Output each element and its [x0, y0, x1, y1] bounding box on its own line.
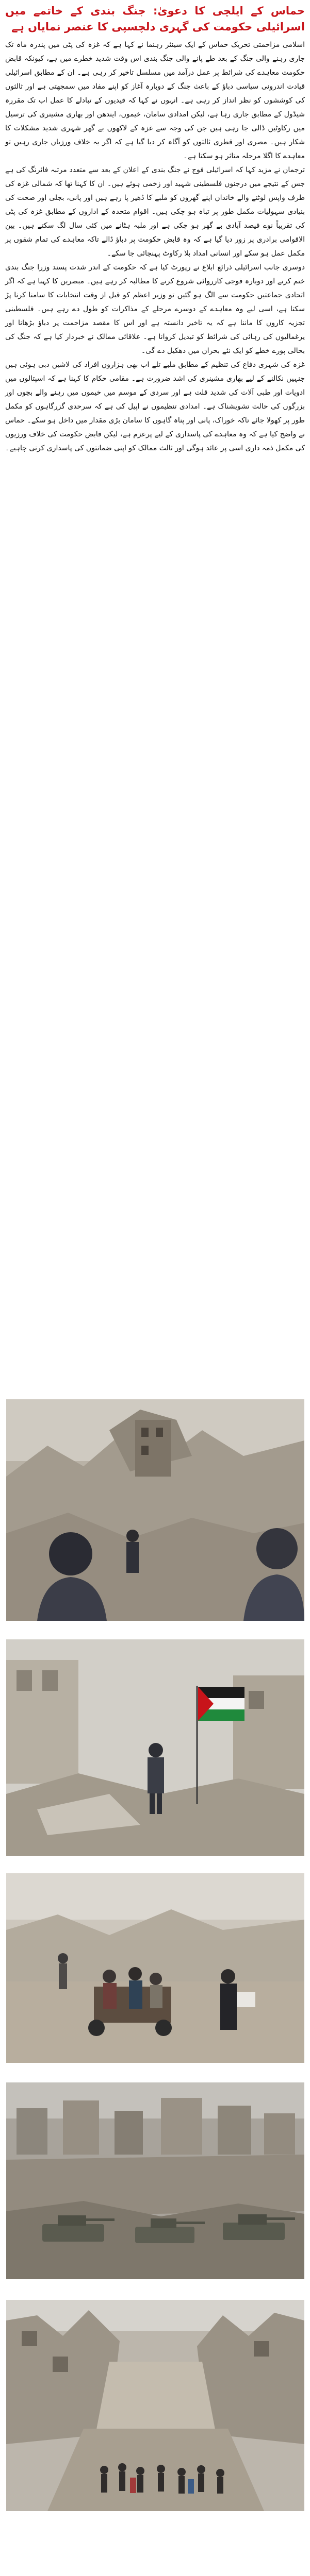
tanks-destroyed-city-image	[6, 2082, 304, 2279]
rubble-soldiers-photo	[6, 1399, 304, 1621]
rubble-soldiers-image	[6, 1399, 304, 1621]
article-paragraph: غزہ کی شہری دفاع کی تنظیم کے مطابق ملبے تلے اب بھی ہزاروں افراد کی لاشیں دبی ہوئی ہیں جنہیں نکالنے کے لیے بھاری مشینری کی اشد ضرورت ہے۔ مقامی حکام کا کہنا ہے کہ اسپتالوں میں ادویات اور طبی آلات کی شدید قلت ہے اور سردی کے موسم میں خیموں میں رہنے والے بچوں اور بزرگوں کی حالت تشویشناک ہے۔ امدادی تنظیموں نے اپیل کی ہے کہ سرحدی گزرگاہوں کو مکمل طور پر کھولا جائے تاکہ خوراک، پانی اور پناہ گاہوں کا سامان بڑی مقدار میں داخل ہو سکے۔ حماس نے واضح کیا ہے کہ وہ معاہدے کی پاسداری کے لیے پرعزم ہے، لیکن قابض حکومت کی خلاف ورزیوں کی مکمل ذمہ داری اسی پر عائد ہوگی اور ثالث ممالک کو اپنی ضمانتوں کی پاسداری کرنی چاہیے۔	[5, 361, 305, 452]
article-paragraph: ترجمان نے مزید کہا کہ اسرائیلی فوج نے جنگ بندی کے اعلان کے بعد سے متعدد مرتبہ فائرنگ کی ہے جس کے نتیجے میں درجنوں فلسطینی شہید اور زخمی ہوئے ہیں۔ ان کا کہنا تھا کہ شمالی غزہ کی طرف واپس لوٹنے والے خاندان اپنے گھروں کو ملبے کا ڈھیر پا رہے ہیں اور پانی، بجلی اور صحت کی بنیادی سہولیات مکمل طور پر تباہ ہو چکی ہیں۔ اقوام متحدہ کے اداروں کے مطابق غزہ کی پٹی کی تقریباً نوے فیصد آبادی بے گھر ہو چکی ہے اور ملبہ ہٹانے میں کئی سال لگ سکتے ہیں۔ بین الاقوامی برادری پر زور دیا گیا ہے کہ وہ قابض حکومت پر دباؤ ڈالے تاکہ معاہدے کی تمام شقوں پر مکمل عمل ہو سکے اور انسانی امداد بلا رکاوٹ پہنچائی جا سکے۔	[5, 166, 305, 258]
soldier-flag-image	[6, 1639, 304, 1856]
tanks-destroyed-city-photo	[6, 2082, 304, 2279]
soldier-flag-photo	[6, 1639, 304, 1856]
displaced-families-photo	[6, 1873, 304, 2063]
displaced-families-image	[6, 1873, 304, 2063]
article-paragraph: دوسری جانب اسرائیلی ذرائع ابلاغ نے رپورٹ کیا ہے کہ حکومت کے اندر شدت پسند وزرا جنگ بندی ختم کرنے اور دوبارہ فوجی کارروائی شروع کرنے کا مطالبہ کر رہے ہیں۔ مبصرین کا کہنا ہے کہ اگر اتحادی جماعتیں حکومت سے الگ ہو گئیں تو وزیر اعظم کو قبل از وقت انتخابات کا سامنا کرنا پڑ سکتا ہے، اسی لیے وہ معاہدے کے دوسرے مرحلے کے مذاکرات کو طول دے رہے ہیں۔ فلسطینی تجزیہ کاروں کا ماننا ہے کہ یہ تاخیر دانستہ ہے اور اس کا مقصد مزاحمت پر دباؤ بڑھانا اور یرغمالیوں کی رہائی کی شرائط کو تبدیل کروانا ہے۔ علاقائی ممالک نے خبردار کیا ہے کہ جنگ کی بحالی پورے خطے کو ایک نئے بحران میں دھکیل دے گی۔	[5, 263, 305, 355]
article	[0, 0, 310, 455]
article-headline: حماس کے ایلچی کا دعویٰ: جنگ بندی کے خاتمے میں اسرائیلی حکومت کی گہری دلچسپی کا عنصر نمایاں ہے	[5, 5, 305, 33]
article-paragraph: اسلامی مزاحمتی تحریک حماس کے ایک سینئر رہنما نے کہا ہے کہ غزہ کی پٹی میں پندرہ ماہ تک جاری رہنے والی جنگ کے بعد طے پانے والی جنگ بندی اس وقت شدید خطرے میں ہے، کیونکہ قابض حکومت معاہدے کی شرائط پر عمل درآمد میں مسلسل تاخیر کر رہی ہے۔ ان کے مطابق اسرائیلی قیادت اندرونی سیاسی دباؤ کے باعث جنگ کے دوبارہ آغاز کو اپنے مفاد میں سمجھتی ہے اور ثالثوں کی کوششوں کو نظر انداز کر رہی ہے۔ انہوں نے کہا کہ قیدیوں کے تبادلے کا عمل اب تک مقررہ شیڈول کے مطابق جاری رہا ہے، لیکن امدادی سامان، خیموں، ایندھن اور بھاری مشینری کی ترسیل میں رکاوٹیں ڈالی جا رہی ہیں جن کی وجہ سے غزہ کے لاکھوں بے گھر شہری شدید مشکلات کا شکار ہیں۔ مصری اور قطری ثالثوں کو آگاہ کر دیا گیا ہے کہ اگر یہ خلاف ورزیاں جاری رہیں تو معاہدے کا اگلا مرحلہ متاثر ہو سکتا ہے۔	[5, 41, 305, 160]
crowd-ruined-street-photo	[6, 2300, 304, 2511]
crowd-ruined-street-image	[6, 2300, 304, 2511]
